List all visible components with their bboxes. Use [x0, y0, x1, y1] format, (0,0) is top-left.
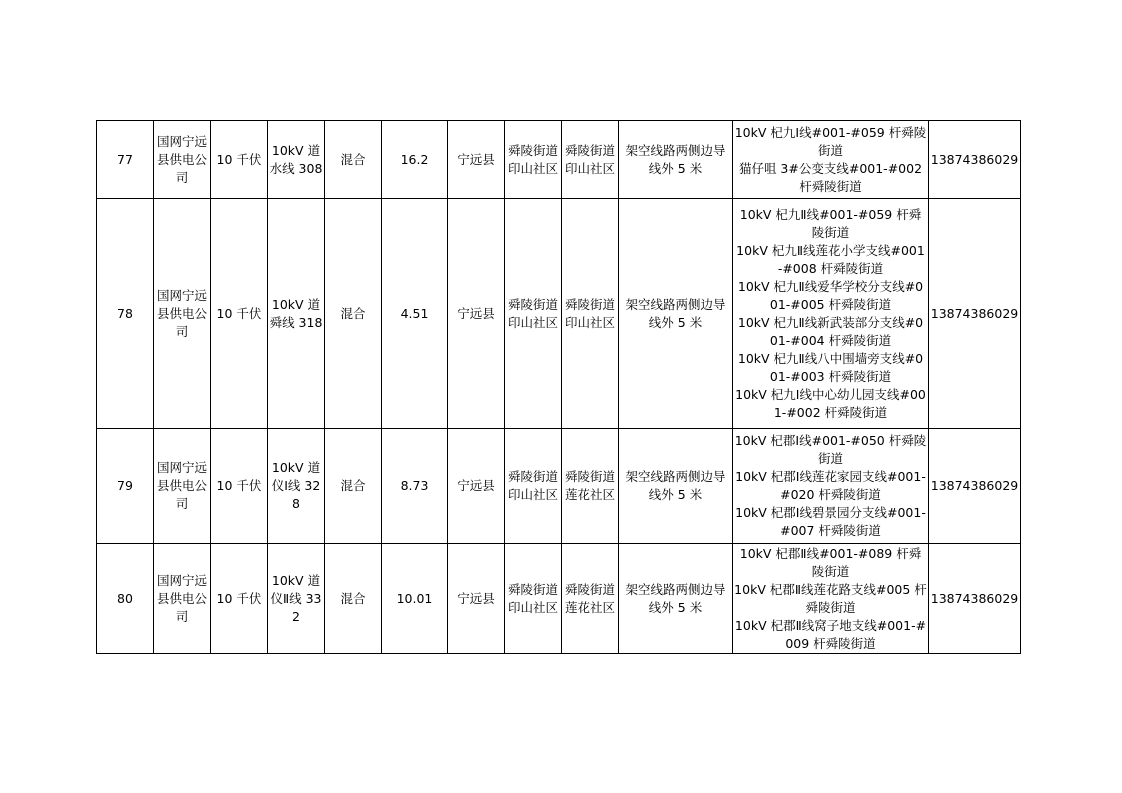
row-number: 79 [97, 429, 154, 544]
section-line: 10kV 杞郡Ⅱ线莲花路支线#005 杆舜陵街道 [734, 581, 927, 615]
section-line: 猫仔咀 3#公变支线#001-#002 杆舜陵街道 [738, 160, 923, 194]
section-line: 10kV 杞九Ⅱ线新武装部分支线#001-#004 杆舜陵街道 [737, 314, 924, 348]
zone-cell: 架空线路两侧边导线外 5 米 [619, 429, 733, 544]
zone-cell: 架空线路两侧边导线外 5 米 [619, 121, 733, 199]
county-cell: 宁远县 [448, 544, 505, 654]
line-name-cell: 10kV 道水线 308 [268, 121, 325, 199]
type-cell: 混合 [325, 199, 382, 429]
section-line: 10kV 杞郡Ⅱ线窝子地支线#001-#009 杆舜陵街道 [734, 617, 927, 651]
sections-cell [733, 544, 929, 654]
sections-cell [733, 199, 929, 429]
line-name-cell: 10kV 道仪Ⅱ线 332 [268, 544, 325, 654]
phone-cell: 13874386029 [929, 121, 1021, 199]
voltage-cell: 10 千伏 [211, 199, 268, 429]
voltage-cell: 10 千伏 [211, 121, 268, 199]
table-row [97, 544, 1021, 654]
company-cell: 国网宁远县供电公司 [154, 121, 211, 199]
section-line: 10kV 杞九Ⅱ线#001-#059 杆舜陵街道 [739, 206, 922, 240]
street-cell: 舜陵街道印山社区 [505, 199, 562, 429]
sections-cell [733, 429, 929, 544]
street-cell: 舜陵街道印山社区 [505, 429, 562, 544]
section-line: 10kV 杞九Ⅱ线莲花小学支线#001-#008 杆舜陵街道 [736, 242, 925, 276]
section-line: 10kV 杞九Ⅱ线八中围墙旁支线#001-#003 杆舜陵街道 [737, 350, 924, 384]
community-cell: 舜陵街道莲花社区 [562, 429, 619, 544]
section-line: 10kV 杞九Ⅰ线中心幼儿园支线#001-#002 杆舜陵街道 [735, 386, 926, 420]
length-cell: 16.2 [382, 121, 448, 199]
company-cell: 国网宁远县供电公司 [154, 429, 211, 544]
phone-cell: 13874386029 [929, 544, 1021, 654]
table-row [97, 121, 1021, 199]
voltage-cell: 10 千伏 [211, 429, 268, 544]
section-line: 10kV 杞郡Ⅰ线碧景园分支线#001-#007 杆舜陵街道 [735, 505, 926, 538]
street-cell: 舜陵街道印山社区 [505, 121, 562, 199]
section-line: 10kV 杞郡Ⅰ线#001-#050 杆舜陵街道 [734, 433, 927, 466]
company-cell: 国网宁远县供电公司 [154, 199, 211, 429]
company-cell: 国网宁远县供电公司 [154, 544, 211, 654]
section-line: 10kV 杞郡Ⅰ线莲花家园支线#001-#020 杆舜陵街道 [735, 469, 926, 502]
sections-cell [733, 121, 929, 199]
county-cell: 宁远县 [448, 429, 505, 544]
table-row [97, 429, 1021, 544]
length-cell: 8.73 [382, 429, 448, 544]
type-cell: 混合 [325, 544, 382, 654]
row-number: 80 [97, 544, 154, 654]
line-name-cell: 10kV 道仪Ⅰ线 328 [268, 429, 325, 544]
type-cell: 混合 [325, 121, 382, 199]
zone-cell: 架空线路两侧边导线外 5 米 [619, 199, 733, 429]
table-row [97, 199, 1021, 429]
zone-cell: 架空线路两侧边导线外 5 米 [619, 544, 733, 654]
row-number: 78 [97, 199, 154, 429]
section-line: 10kV 杞九Ⅰ线#001-#059 杆舜陵街道 [734, 124, 927, 158]
type-cell: 混合 [325, 429, 382, 544]
section-line: 10kV 杞郡Ⅱ线#001-#089 杆舜陵街道 [739, 545, 922, 579]
voltage-cell: 10 千伏 [211, 544, 268, 654]
phone-cell: 13874386029 [929, 429, 1021, 544]
length-cell: 10.01 [382, 544, 448, 654]
community-cell: 舜陵街道印山社区 [562, 121, 619, 199]
street-cell: 舜陵街道印山社区 [505, 544, 562, 654]
county-cell: 宁远县 [448, 121, 505, 199]
row-number: 77 [97, 121, 154, 199]
length-cell: 4.51 [382, 199, 448, 429]
county-cell: 宁远县 [448, 199, 505, 429]
phone-cell: 13874386029 [929, 199, 1021, 429]
community-cell: 舜陵街道莲花社区 [562, 544, 619, 654]
line-name-cell: 10kV 道舜线 318 [268, 199, 325, 429]
section-line: 10kV 杞九Ⅱ线爱华学校分支线#001-#005 杆舜陵街道 [737, 278, 924, 312]
line-protection-table [96, 120, 1021, 654]
community-cell: 舜陵街道印山社区 [562, 199, 619, 429]
